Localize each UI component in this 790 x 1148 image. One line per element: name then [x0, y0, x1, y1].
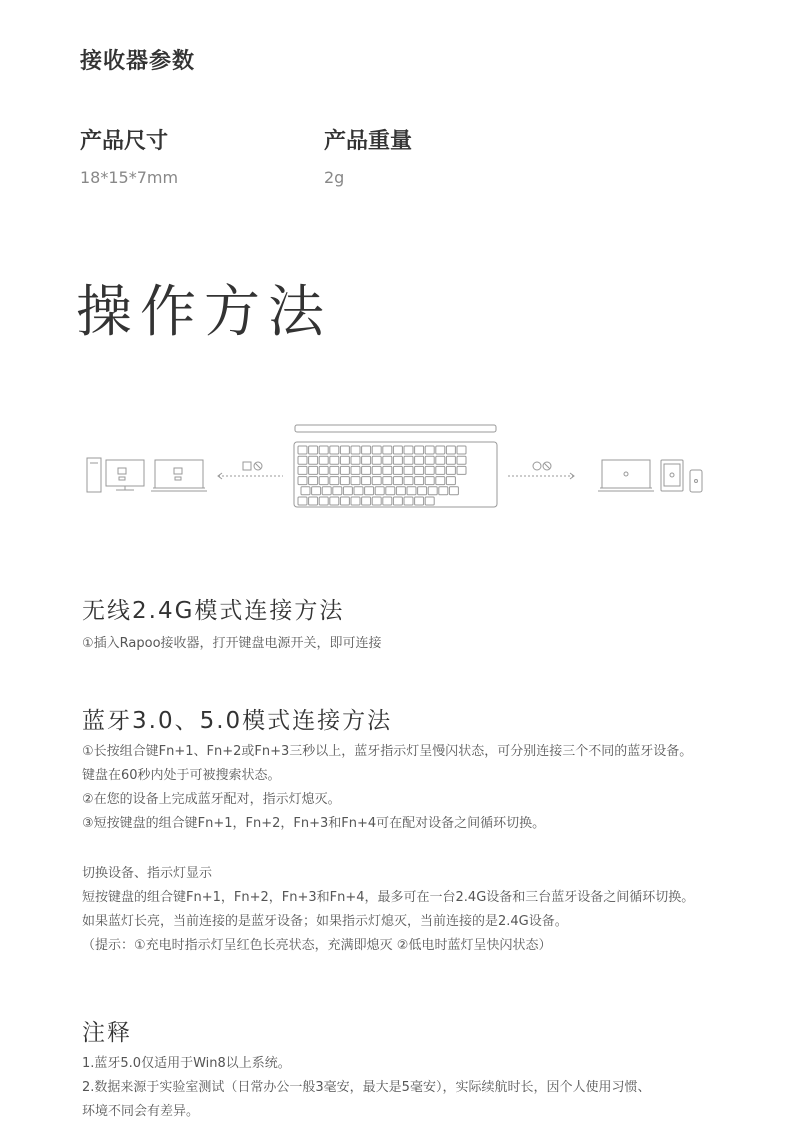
wireless-mode-title: 无线2.4G模式连接方法 — [82, 598, 345, 624]
bluetooth-line-1: ①长按组合键Fn+1、Fn+2或Fn+3三秒以上，蓝牙指示灯呈慢闪状态，可分别连接三个不同的蓝牙设备。 — [82, 744, 693, 759]
switch-device-instructions — [82, 862, 694, 958]
keyboard-key — [372, 446, 381, 454]
keyboard-key — [407, 487, 416, 495]
notes-title: 注释 — [82, 1020, 132, 1046]
keyboard-key — [383, 497, 392, 505]
keyboard-key — [298, 497, 307, 505]
keyboard-key — [404, 446, 413, 454]
keyboard-key — [309, 477, 318, 485]
switch-line-4: （提示：①充电时指示灯呈红色长亮状态，充满即熄灭 ②低电时蓝灯呈快闪状态） — [82, 938, 552, 953]
keyboard-key — [354, 487, 363, 495]
keyboard-key — [383, 446, 392, 454]
keyboard-key — [351, 456, 360, 464]
keyboard-icon — [294, 425, 497, 507]
keyboard-key — [383, 456, 392, 464]
keyboard-key — [372, 466, 381, 474]
desktop-computer-icon — [87, 458, 144, 492]
bluetooth-line-3: ②在您的设备上完成蓝牙配对，指示灯熄灭。 — [82, 792, 341, 807]
operation-title: 操作方法 — [76, 280, 332, 345]
keyboard-key — [449, 487, 458, 495]
keyboard-key — [425, 456, 434, 464]
keyboard-key — [425, 477, 434, 485]
keyboard-key — [340, 477, 349, 485]
weight-label: 产品重量 — [324, 129, 413, 154]
keyboard-key — [330, 446, 339, 454]
keyboard-key — [439, 487, 448, 495]
keyboard-key — [415, 466, 424, 474]
keyboard-key — [319, 477, 328, 485]
keyboard-key — [457, 456, 466, 464]
bluetooth-line-4: ③短按键盘的组合键Fn+1，Fn+2，Fn+3和Fn+4可在配对设备之间循环切换。 — [82, 816, 546, 831]
keyboard-key — [425, 446, 434, 454]
keyboard-key — [312, 487, 321, 495]
keyboard-key — [404, 466, 413, 474]
keyboard-key — [351, 466, 360, 474]
wireless-line-1: ①插入Rapoo接收器，打开键盘电源开关，即可连接 — [82, 636, 382, 651]
keyboard-key — [457, 466, 466, 474]
keyboard-key — [362, 497, 371, 505]
bluetooth-mode-title: 蓝牙3.0、5.0模式连接方法 — [82, 708, 393, 734]
keyboard-key — [383, 477, 392, 485]
keyboard-key — [365, 487, 374, 495]
keyboard-key — [351, 446, 360, 454]
connection-diagram — [78, 418, 718, 518]
keyboard-key — [446, 446, 455, 454]
bluetooth-icon — [533, 462, 541, 470]
keyboard-key — [396, 487, 405, 495]
keyboard-key — [372, 497, 381, 505]
connection-diagram-svg — [78, 418, 718, 518]
note-line-3: 环境不同会有差异。 — [82, 1104, 200, 1119]
keyboard-key — [340, 466, 349, 474]
keyboard-key — [309, 466, 318, 474]
keyboard-key — [415, 446, 424, 454]
keyboard-key — [340, 456, 349, 464]
keyboard-key — [415, 456, 424, 464]
keyboard-key — [446, 466, 455, 474]
switch-line-1: 切换设备、指示灯显示 — [82, 866, 213, 881]
keyboard-key — [362, 456, 371, 464]
keyboard-key — [436, 446, 445, 454]
keyboard-key — [343, 487, 352, 495]
keyboard-key — [301, 487, 310, 495]
keyboard-key — [393, 446, 402, 454]
keyboard-key — [319, 466, 328, 474]
keyboard-key — [404, 477, 413, 485]
keyboard-key — [375, 487, 384, 495]
keyboard-key — [436, 466, 445, 474]
keyboard-key — [404, 497, 413, 505]
keyboard-key — [322, 487, 331, 495]
keyboard-key — [340, 497, 349, 505]
switch-line-3: 如果蓝灯长亮，当前连接的是蓝牙设备；如果指示灯熄灭，当前连接的是2.4G设备。 — [82, 914, 568, 929]
keyboard-key — [298, 446, 307, 454]
keyboard-key — [372, 456, 381, 464]
keyboard-key — [436, 477, 445, 485]
note-line-1: 1.蓝牙5.0仅适用于Win8以上系统。 — [82, 1056, 291, 1071]
keyboard-key — [351, 497, 360, 505]
bluetooth-line-2: 键盘在60秒内处于可被搜索状态。 — [82, 768, 281, 783]
size-value: 18*15*7mm — [80, 168, 179, 187]
keyboard-key — [393, 456, 402, 464]
laptop-icon — [151, 460, 207, 491]
laptop-right-icon — [598, 460, 654, 491]
keyboard-key — [436, 456, 445, 464]
keyboard-key — [330, 466, 339, 474]
keyboard-key — [386, 487, 395, 495]
keyboard-key — [457, 446, 466, 454]
keyboard-key — [330, 497, 339, 505]
keyboard-key — [333, 487, 342, 495]
keyboard-key — [362, 446, 371, 454]
keyboard-key — [298, 466, 307, 474]
keyboard-key — [425, 466, 434, 474]
keyboard-key — [428, 487, 437, 495]
keyboard-key — [362, 466, 371, 474]
bluetooth-instructions — [82, 740, 692, 836]
keyboard-key — [425, 497, 434, 505]
keyboard-key — [319, 456, 328, 464]
keyboard-key — [393, 466, 402, 474]
keyboard-key — [340, 446, 349, 454]
keyboard-key — [298, 456, 307, 464]
keyboard-key — [415, 477, 424, 485]
keyboard-key — [446, 477, 455, 485]
keyboard-key — [393, 477, 402, 485]
keyboard-key — [383, 466, 392, 474]
receiver-heading: 接收器参数 — [80, 49, 196, 74]
keyboard-key — [418, 487, 427, 495]
keyboard-key — [351, 477, 360, 485]
receiver-icon — [243, 462, 251, 470]
size-label: 产品尺寸 — [80, 129, 169, 154]
keyboard-key — [362, 477, 371, 485]
tablet-icon — [661, 460, 683, 491]
keyboard-key — [330, 456, 339, 464]
keyboard-key — [393, 497, 402, 505]
keyboard-key — [330, 477, 339, 485]
keyboard-key — [319, 497, 328, 505]
phone-icon — [690, 470, 702, 492]
keyboard-key — [319, 446, 328, 454]
keyboard-key — [404, 456, 413, 464]
keyboard-key — [309, 497, 318, 505]
keyboard-key — [415, 497, 424, 505]
keyboard-key — [298, 477, 307, 485]
keyboard-key — [446, 456, 455, 464]
note-line-2: 2.数据来源于实验室测试（日常办公一般3毫安，最大是5毫安），实际续航时长，因个人使用习惯、 — [82, 1080, 651, 1095]
notes-list — [82, 1052, 650, 1124]
keyboard-key — [372, 477, 381, 485]
keyboard-key — [309, 446, 318, 454]
keyboard-key — [309, 456, 318, 464]
weight-value: 2g — [324, 168, 345, 187]
switch-line-2: 短按键盘的组合键Fn+1，Fn+2，Fn+3和Fn+4，最多可在一台2.4G设备和三台蓝牙设备之间循环切换。 — [82, 890, 695, 905]
